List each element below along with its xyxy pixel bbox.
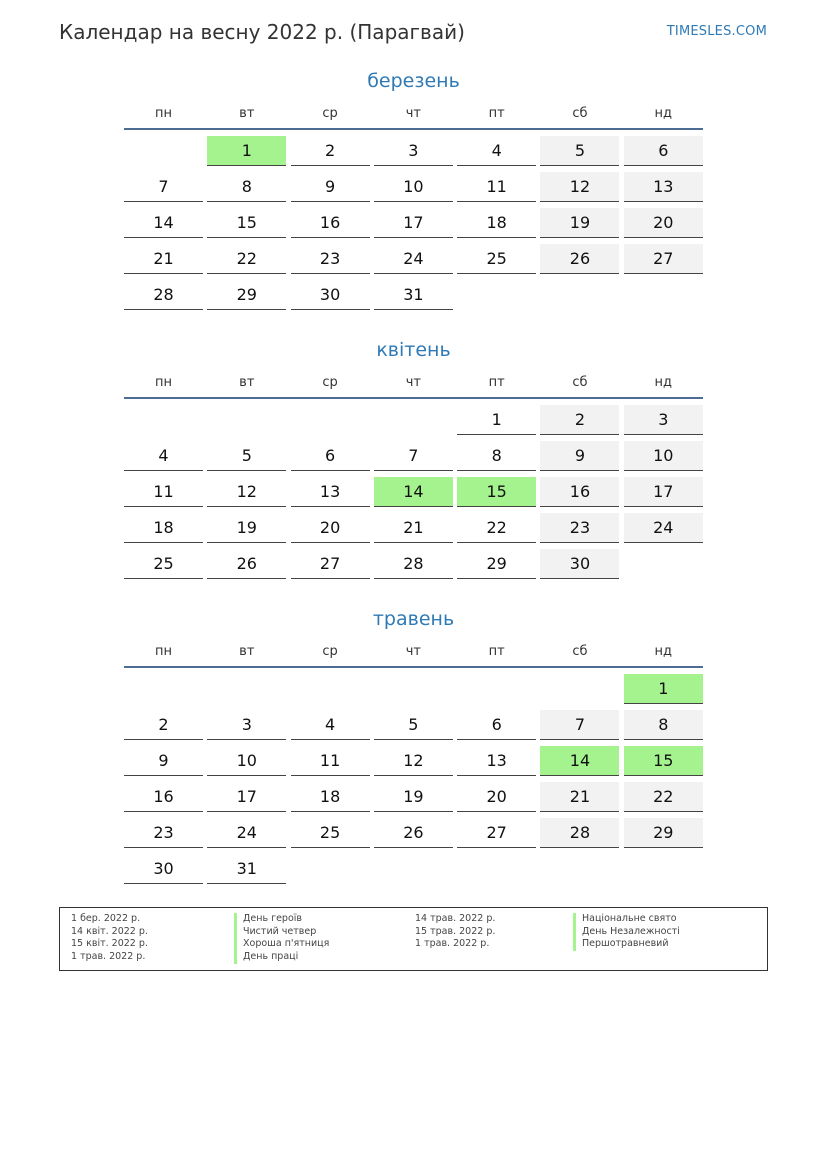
day-cell: 20: [291, 513, 370, 543]
weekday-label: вт: [239, 105, 255, 121]
weekday-label: пт: [488, 105, 505, 121]
month-march: [124, 68, 703, 310]
legend-holiday-name: День Незалежності: [573, 926, 680, 939]
day-cell: 19: [207, 513, 286, 543]
empty-cell: [207, 674, 286, 703]
weekday-label: нд: [654, 105, 673, 121]
weekend-day-cell: 8: [624, 710, 703, 740]
day-cell: 14: [124, 208, 203, 238]
day-cell: 4: [291, 710, 370, 740]
month-may: [124, 606, 703, 884]
day-cell: 18: [291, 782, 370, 812]
holiday-day-cell: 15: [624, 746, 703, 776]
day-cell: 23: [124, 818, 203, 848]
legend-holiday-name: День героїв: [234, 913, 329, 926]
empty-cell: [124, 136, 203, 165]
day-cell: 12: [207, 477, 286, 507]
day-cell: 24: [207, 818, 286, 848]
day-cell: 22: [457, 513, 536, 543]
legend-date: 15 трав. 2022 р.: [415, 925, 496, 937]
weekday-label: чт: [405, 643, 422, 659]
day-cell: 10: [207, 746, 286, 776]
weekend-day-cell: 21: [540, 782, 619, 812]
legend-names-right: [573, 913, 680, 951]
weekday-label: нд: [654, 643, 673, 659]
weekend-day-cell: 10: [624, 441, 703, 471]
weekend-day-cell: 29: [624, 818, 703, 848]
holiday-legend: [59, 907, 768, 971]
day-grid: [124, 674, 703, 884]
empty-cell: [124, 405, 203, 434]
weekend-day-cell: 3: [624, 405, 703, 435]
day-grid: [124, 405, 703, 579]
day-cell: 2: [124, 710, 203, 740]
day-cell: 27: [291, 549, 370, 579]
legend-names-left: [234, 913, 329, 964]
day-cell: 6: [457, 710, 536, 740]
legend-date: 14 трав. 2022 р.: [415, 913, 496, 924]
weekend-day-cell: 9: [540, 441, 619, 471]
month-name: березень: [367, 70, 460, 92]
day-cell: 8: [207, 172, 286, 202]
legend-holiday-name: Чистий четвер: [234, 926, 329, 939]
day-cell: 20: [457, 782, 536, 812]
weekday-label: пт: [488, 643, 505, 659]
weekend-day-cell: 28: [540, 818, 619, 848]
weekday-label: пн: [155, 374, 172, 390]
weekend-day-cell: 7: [540, 710, 619, 740]
weekday-header: [124, 367, 703, 397]
month-april: [124, 337, 703, 579]
day-cell: 26: [207, 549, 286, 579]
day-cell: 15: [207, 208, 286, 238]
legend-dates-left: [71, 913, 148, 964]
legend-date: 1 бер. 2022 р.: [71, 913, 141, 924]
day-cell: 30: [291, 280, 370, 310]
weekday-label: вт: [239, 643, 255, 659]
weekend-day-cell: 6: [624, 136, 703, 166]
day-cell: 7: [374, 441, 453, 471]
weekend-day-cell: 19: [540, 208, 619, 238]
weekend-day-cell: 2: [540, 405, 619, 435]
day-cell: 10: [374, 172, 453, 202]
day-cell: 25: [124, 549, 203, 579]
legend-date: 14 квіт. 2022 р.: [71, 925, 148, 937]
divider: [124, 397, 703, 399]
holiday-day-cell: 14: [540, 746, 619, 776]
weekday-header: [124, 636, 703, 666]
day-cell: 18: [124, 513, 203, 543]
day-cell: 21: [124, 244, 203, 274]
day-cell: 3: [374, 136, 453, 166]
weekend-day-cell: 5: [540, 136, 619, 166]
day-cell: 28: [374, 549, 453, 579]
day-cell: 8: [457, 441, 536, 471]
day-cell: 21: [374, 513, 453, 543]
weekday-label: пт: [488, 374, 505, 390]
empty-cell: [457, 674, 536, 703]
weekday-label: сб: [572, 105, 588, 121]
weekday-label: ср: [322, 374, 338, 390]
weekend-day-cell: 27: [624, 244, 703, 274]
weekday-label: чт: [405, 105, 422, 121]
day-cell: 22: [207, 244, 286, 274]
day-cell: 9: [291, 172, 370, 202]
empty-cell: [207, 405, 286, 434]
weekend-day-cell: 20: [624, 208, 703, 238]
weekend-day-cell: 22: [624, 782, 703, 812]
divider: [124, 666, 703, 668]
weekday-label: ср: [322, 643, 338, 659]
empty-cell: [291, 405, 370, 434]
weekday-label: нд: [654, 374, 673, 390]
day-cell: 30: [124, 854, 203, 884]
month-name: травень: [372, 608, 455, 630]
page-title: Календар на весну 2022 р. (Парагвай): [59, 20, 465, 44]
weekday-label: вт: [239, 374, 255, 390]
day-cell: 13: [291, 477, 370, 507]
day-cell: 5: [207, 441, 286, 471]
day-grid: [124, 136, 703, 310]
legend-date: 1 трав. 2022 р.: [415, 938, 490, 950]
day-cell: 4: [124, 441, 203, 471]
day-cell: 17: [374, 208, 453, 238]
site-link[interactable]: TIMESLES.COM: [666, 24, 767, 39]
day-cell: 16: [291, 208, 370, 238]
day-cell: 25: [457, 244, 536, 274]
legend-holiday-name: День праці: [234, 951, 329, 964]
holiday-day-cell: 1: [624, 674, 703, 704]
legend-holiday-name: Першотравневий: [573, 938, 680, 951]
day-cell: 17: [207, 782, 286, 812]
day-cell: 29: [207, 280, 286, 310]
empty-cell: [291, 674, 370, 703]
day-cell: 13: [457, 746, 536, 776]
weekday-label: ср: [322, 105, 338, 121]
empty-cell: [374, 405, 453, 434]
day-cell: 16: [124, 782, 203, 812]
weekend-day-cell: 16: [540, 477, 619, 507]
weekday-label: сб: [572, 374, 588, 390]
month-name: квітень: [376, 339, 451, 361]
empty-cell: [124, 674, 203, 703]
day-cell: 11: [291, 746, 370, 776]
weekend-day-cell: 26: [540, 244, 619, 274]
day-cell: 6: [291, 441, 370, 471]
day-cell: 2: [291, 136, 370, 166]
day-cell: 24: [374, 244, 453, 274]
day-cell: 29: [457, 549, 536, 579]
holiday-day-cell: 14: [374, 477, 453, 507]
day-cell: 9: [124, 746, 203, 776]
legend-holiday-name: Національне свято: [573, 913, 680, 926]
day-cell: 12: [374, 746, 453, 776]
legend-holiday-name: Хороша п'ятниця: [234, 938, 329, 951]
day-cell: 1: [457, 405, 536, 435]
day-cell: 26: [374, 818, 453, 848]
weekday-label: чт: [405, 374, 422, 390]
legend-date: 15 квіт. 2022 р.: [71, 938, 148, 950]
day-cell: 31: [207, 854, 286, 884]
empty-cell: [540, 674, 619, 703]
weekday-label: пн: [155, 643, 172, 659]
weekday-label: сб: [572, 643, 588, 659]
weekday-header: [124, 98, 703, 128]
day-cell: 19: [374, 782, 453, 812]
weekend-day-cell: 30: [540, 549, 619, 579]
day-cell: 4: [457, 136, 536, 166]
weekend-day-cell: 23: [540, 513, 619, 543]
day-cell: 25: [291, 818, 370, 848]
day-cell: 27: [457, 818, 536, 848]
day-cell: 28: [124, 280, 203, 310]
divider: [124, 128, 703, 130]
day-cell: 5: [374, 710, 453, 740]
empty-cell: [374, 674, 453, 703]
day-cell: 31: [374, 280, 453, 310]
day-cell: 23: [291, 244, 370, 274]
weekend-day-cell: 12: [540, 172, 619, 202]
day-cell: 11: [457, 172, 536, 202]
day-cell: 11: [124, 477, 203, 507]
day-cell: 3: [207, 710, 286, 740]
legend-dates-right: [415, 913, 495, 951]
day-cell: 18: [457, 208, 536, 238]
weekend-day-cell: 13: [624, 172, 703, 202]
weekday-label: пн: [155, 105, 172, 121]
legend-date: 1 трав. 2022 р.: [71, 951, 146, 963]
holiday-day-cell: 15: [457, 477, 536, 507]
holiday-day-cell: 1: [207, 136, 286, 166]
weekend-day-cell: 24: [624, 513, 703, 543]
day-cell: 7: [124, 172, 203, 202]
weekend-day-cell: 17: [624, 477, 703, 507]
